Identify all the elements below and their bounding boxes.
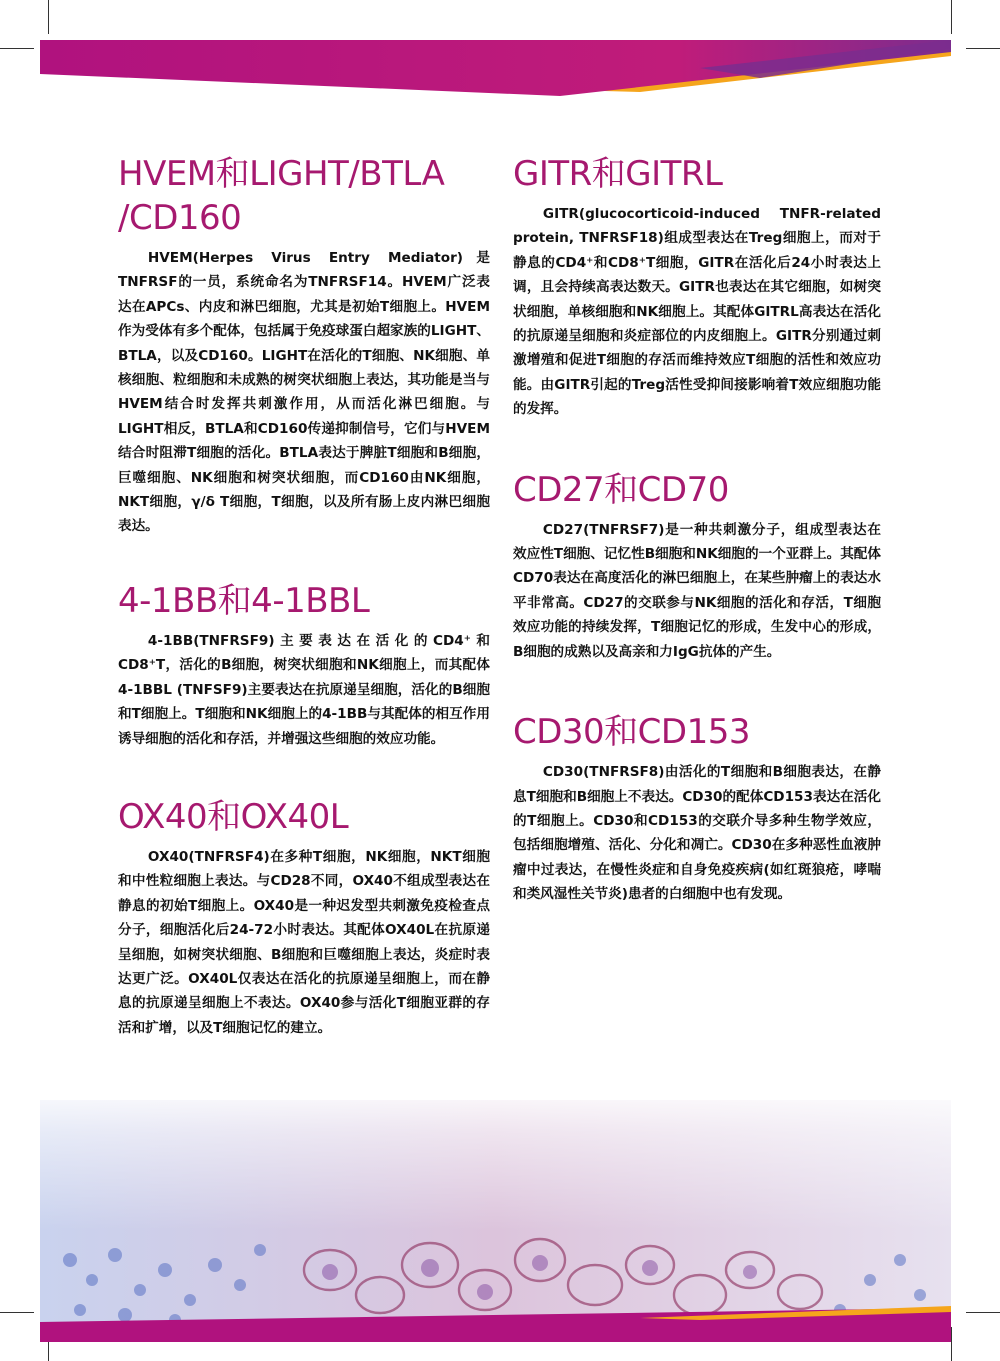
section-body: HVEM(Herpes Virus Entry Mediator)是TNFRSF的一员，系统命名为TNFRSF14。HVEM广泛表达在APCs、内皮和淋巴细胞，尤其是初始T细胞上。HVEM作为受体有多个配体，包括属于免疫球蛋白超家族的LIGHT、BTLA，以及CD160。LIGHT在活化的T细胞、NK细胞、单核细胞、粒细胞和未成熟的树突状细胞上表达，其功能是当与HVEM结合时发挥共刺激作用，从而活化淋巴细胞。与LIGHT相反，BTLA和CD160传递抑制信号，它们与HVEM结合时阻滞T细胞的活化。BTLA表达于脾脏T细胞和B细胞，巨噬细胞、NK细胞和树突状细胞，而CD160由NK细胞，NKT细胞，γ/δ T细胞，T细胞，以及所有肠上皮内淋巴细胞表达。 bbox=[118, 250, 490, 535]
section-hvem bbox=[118, 152, 490, 539]
cell-micrograph-image bbox=[0, 1080, 1000, 1361]
section-body: CD30(TNFRSF8)由活化的T细胞和B细胞表达，在静息T细胞和B细胞上不表达。CD30的配体CD153表达在活化的T细胞上。CD30和CD153的交联介导多种生物学效应，包括细胞增殖、活化、分化和凋亡。CD30在多种恶性血液肿瘤中过表达，在慢性炎症和自身免疫疾病(如红斑狼疮，哮喘和类风湿性关节炎)患者的白细胞中也有发现。 bbox=[513, 764, 881, 903]
section-body: OX40(TNFRSF4)在多种T细胞，NK细胞，NKT细胞和中性粒细胞上表达。与CD28不同，OX40不组成型表达在静息的初始T细胞上。OX40是一种迟发型共刺激免疫检查点分子，细胞活化后24-72小时表达。其配体OX40L在抗原递呈细胞，如树突状细胞、B细胞和巨噬细胞上表达，炎症时表达更广泛。OX40L仅表达在活化的抗原递呈细胞上，而在静息的抗原递呈细胞上不表达。OX40参与活化T细胞亚群的存活和扩增，以及T细胞记忆的建立。 bbox=[118, 848, 490, 1036]
section-body: 4-1BB(TNFRSF9)主要表达在活化的CD4⁺和CD8⁺T，活化的B细胞，树突状细胞和NK细胞上，而其配体4-1BBL (TNFSF9)主要表达在抗原递呈细胞，活化的B细胞和T细胞上。T细胞和NK细胞上的4-1BB与其配体的相互作用诱导细胞的活化和存活，并增强这些细胞的效应功能。 bbox=[118, 632, 490, 747]
section-4-1bb bbox=[118, 579, 490, 751]
section-title: 4-1BB和4-1BBL bbox=[118, 580, 370, 621]
top-banner-graphic bbox=[0, 0, 1000, 170]
section-title: GITR和GITRL bbox=[513, 154, 723, 194]
section-ox40 bbox=[118, 795, 490, 1040]
section-cd30 bbox=[513, 710, 881, 906]
left-column bbox=[118, 152, 490, 1040]
section-cd27 bbox=[513, 468, 881, 664]
section-title: OX40和OX40L bbox=[118, 796, 349, 837]
section-body: GITR(glucocorticoid-induced TNFR-related protein, TNFRSF18)组成型表达在Treg细胞上，而对于静息的CD4⁺和CD8⁺T细胞，GITR在活化后24小时表达上调，且会持续高表达数天。GITR也表达在其它细胞，如树突状细胞，单核细胞和NK细胞上。其配体GITRL高表达在活化的抗原递呈细胞和炎症部位的内皮细胞上。GITR分别通过刺激增殖和促进T细胞的存活而维持效应T细胞的活性和效应功能。由GITR引起的Treg活性受抑间接影响着T效应细胞功能的发挥。 bbox=[513, 206, 881, 418]
section-title: HVEM和LIGHT/BTLA /CD160 bbox=[118, 154, 445, 238]
section-gitr bbox=[513, 152, 881, 422]
section-title: CD30和CD153 bbox=[513, 712, 751, 753]
section-body: CD27(TNFRSF7)是一种共刺激分子，组成型表达在效应性T细胞、记忆性B细胞和NK细胞的一个亚群上。其配体CD70表达在高度活化的淋巴细胞上，在某些肿瘤上的表达水平非常高。CD27的交联参与NK细胞的活化和存活，T细胞效应功能的持续发挥，T细胞记忆的形成，生发中心的形成，B细胞的成熟以及高亲和力IgG抗体的产生。 bbox=[513, 521, 881, 660]
section-title: CD27和CD70 bbox=[513, 469, 729, 510]
right-column bbox=[513, 152, 881, 907]
